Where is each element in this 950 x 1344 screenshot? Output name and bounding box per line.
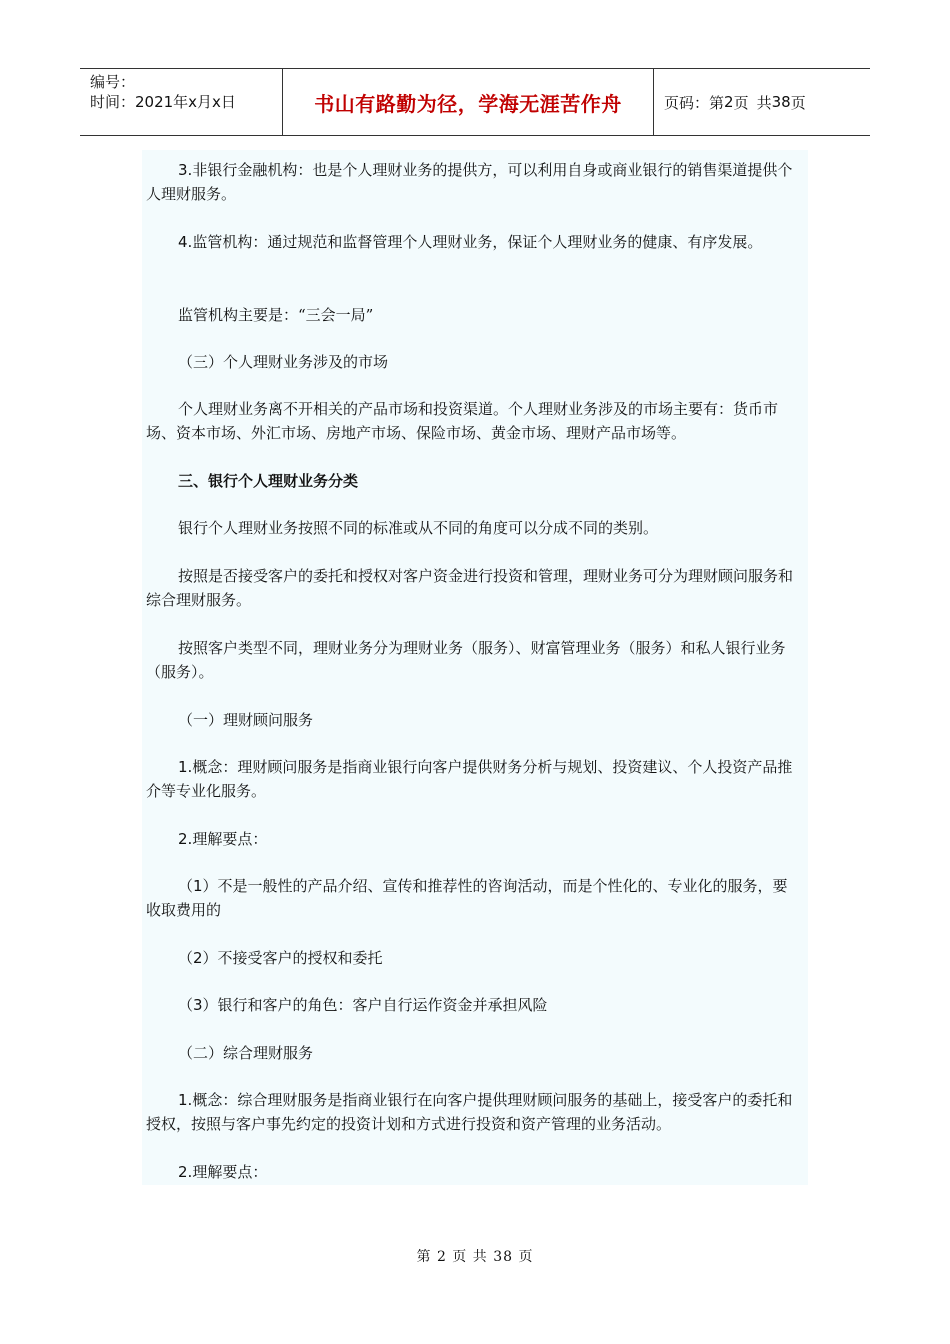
page-total: 38 [771,93,791,111]
header-meta [80,69,282,135]
paragraph: 1.概念：理财顾问服务是指商业银行向客户提供财务分析与规划、投资建议、个人投资产品推介等专业化服务。 [146,758,793,800]
paragraph: （2）不接受客户的授权和委托 [178,949,383,967]
paragraph: 2.理解要点： [178,1163,268,1181]
paragraph: 按照客户类型不同，理财业务分为理财业务（服务）、财富管理业务（服务）和私人银行业务（服务）。 [146,639,786,681]
page-label-prefix: 页码：第 [664,93,725,112]
paragraph: 按照是否接受客户的委托和授权对客户资金进行投资和管理，理财业务可分为理财顾问服务和综合理财服务。 [146,567,794,609]
paragraph: 2.理解要点： [178,830,268,848]
paragraph: （一）理财顾问服务 [178,711,314,729]
page-total-prefix: 共 [756,93,772,112]
page-header [80,68,870,136]
serial-label: 编号： [90,73,136,91]
document-body [142,150,808,1185]
header-motto-cell [282,69,654,135]
page-current: 2 [724,93,734,111]
date-line: 时间：2021年x月x日 [90,93,236,111]
paragraph: 个人理财业务离不开相关的产品市场和投资渠道。个人理财业务涉及的市场主要有：货币市场、资本市场、外汇市场、房地产市场、保险市场、黄金市场、理财产品市场等。 [146,400,779,442]
section-heading: 三、银行个人理财业务分类 [178,472,359,490]
paragraph: 3.非银行金融机构：也是个人理财业务的提供方，可以利用自身或商业银行的销售渠道提供个人理财服务。 [146,161,793,203]
paragraph: 1.概念：综合理财服务是指商业银行在向客户提供理财顾问服务的基础上，接受客户的委托和授权，按照与客户事先约定的投资计划和方式进行投资和资产管理的业务活动。 [146,1091,793,1133]
header-motto: 书山有路勤为径，学海无涯苦作舟 [314,91,622,116]
paragraph: 监管机构主要是：“三会一局” [178,306,374,324]
page-label-mid: 页 [733,93,749,112]
paragraph: 银行个人理财业务按照不同的标准或从不同的角度可以分成不同的类别。 [178,519,659,537]
page-total-suffix: 页 [790,93,806,112]
paragraph: （三）个人理财业务涉及的市场 [178,353,389,371]
header-page-info [654,69,870,135]
paragraph: （3）银行和客户的角色：客户自行运作资金并承担风险 [178,996,548,1014]
paragraph: （二）综合理财服务 [178,1044,314,1062]
page-footer [0,1246,950,1266]
footer-page-number: 第 2 页 共 38 页 [416,1249,534,1265]
paragraph: 4.监管机构：通过规范和监督管理个人理财业务，保证个人理财业务的健康、有序发展。 [178,233,763,251]
paragraph: （1）不是一般性的产品介绍、宣传和推荐性的咨询活动，而是个性化的、专业化的服务，要收取费用的 [146,877,788,919]
